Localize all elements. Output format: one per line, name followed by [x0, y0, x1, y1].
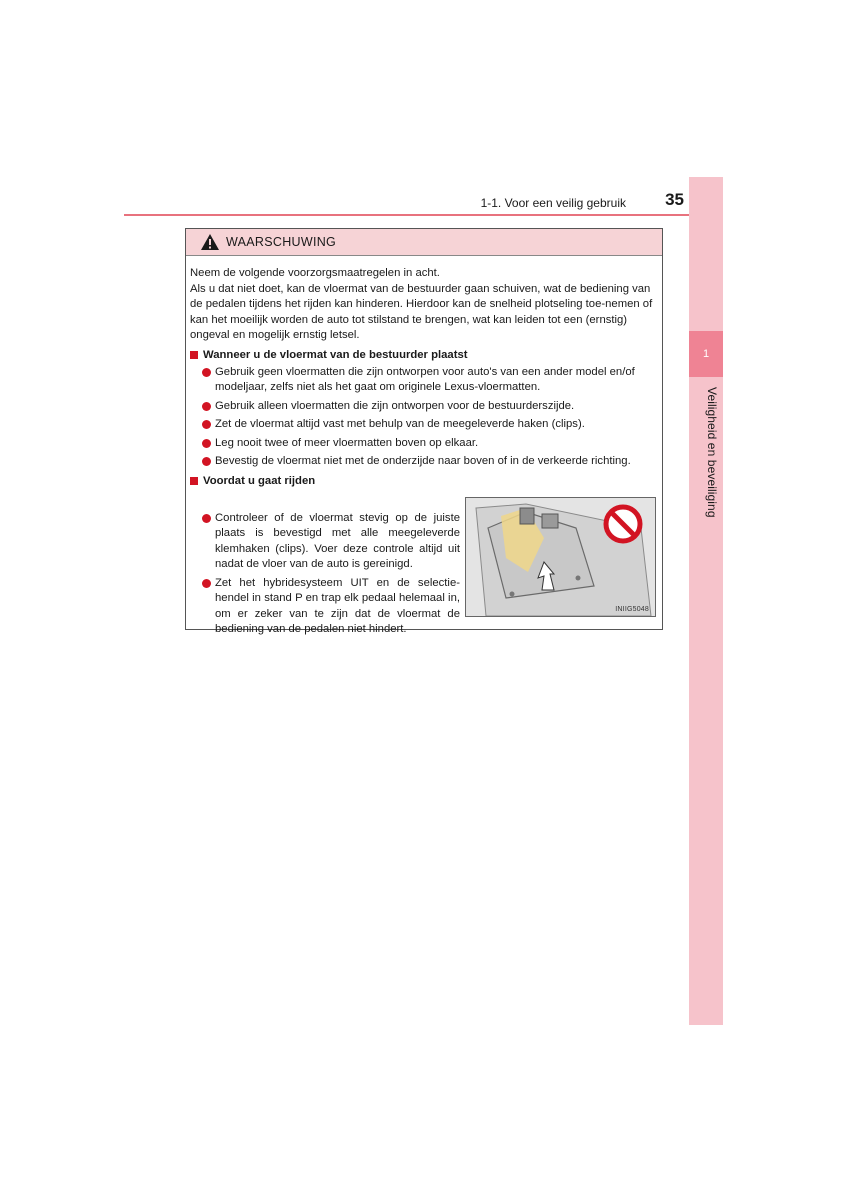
figure-code: INIIG5048 — [615, 606, 649, 613]
list-item: Controleer of de vloermat stevig op de juiste plaats is bevestigd met alle meegeleverde klemhaken (clips). Voer deze controle altijd uit nadat de vloer van de auto is gereinigd. — [202, 511, 460, 573]
list-item: Leg nooit twee of meer vloermatten boven op elkaar. — [202, 436, 656, 452]
list-item: Gebruik geen vloermatten die zijn ontworpen voor auto's van een ander model en/of modeljaar, zelfs niet als het gaat om originele Lexus-vloermatten. — [202, 365, 656, 396]
section-2-list — [202, 511, 460, 641]
warning-header — [186, 229, 662, 256]
square-bullet-icon — [190, 477, 198, 485]
section-2-heading: Voordat u gaat rijden — [190, 473, 656, 489]
page-number: 35 — [665, 190, 684, 209]
round-bullet-icon — [202, 402, 211, 411]
warning-intro-2: Als u dat niet doet, kan de vloermat van de bestuurder gaan schuiven, wat de bediening van de pedalen tijdens het rijden kan hinderen. Hierdoor kan de snelheid plotseling toe-nemen of kan het moeilijk worden de auto tot stilstand te brengen, wat kan leiden tot een (ernstig) ongeval en mogelijk ernstig letsel. — [190, 282, 653, 341]
warning-title: WAARSCHUWING — [226, 235, 337, 249]
list-item: Bevestig de vloermat niet met de onderzijde naar boven of in de verkeerde richting. — [202, 454, 656, 470]
list-item: Zet het hybridesysteem UIT en de selectie-hendel in stand P en trap elk pedaal helemaal in, om er zeker van te zijn dat de vloermat de bediening van de pedalen niet hindert. — [202, 576, 460, 638]
section-title: 1-1. Voor een veilig gebruik — [480, 196, 626, 210]
floor-mat-illustration — [465, 497, 656, 617]
round-bullet-icon — [202, 420, 211, 429]
list-item: Gebruik alleen vloermatten die zijn ontworpen voor de bestuurderszijde. — [202, 399, 656, 415]
warning-intro-1: Neem de volgende voorzorgsmaatregelen in acht. — [190, 267, 440, 279]
warning-triangle-icon — [200, 233, 220, 251]
chapter-number: 1 — [689, 331, 723, 377]
prohibited-sign-icon — [606, 507, 640, 541]
warning-box — [185, 228, 663, 635]
square-bullet-icon — [190, 351, 198, 359]
round-bullet-icon — [202, 514, 211, 523]
round-bullet-icon — [202, 457, 211, 466]
header-divider — [124, 214, 690, 216]
round-bullet-icon — [202, 439, 211, 448]
section-1-list — [202, 365, 656, 470]
chapter-title: Veiligheid en beveiliging — [705, 387, 719, 518]
section-1-heading: Wanneer u de vloermat van de bestuurder plaatst — [190, 347, 656, 363]
chapter-side-tab — [689, 177, 723, 1025]
list-item: Zet de vloermat altijd vast met behulp van de meegeleverde haken (clips). — [202, 417, 656, 433]
round-bullet-icon — [202, 579, 211, 588]
round-bullet-icon — [202, 368, 211, 377]
floor-mat-drawing — [466, 498, 656, 617]
